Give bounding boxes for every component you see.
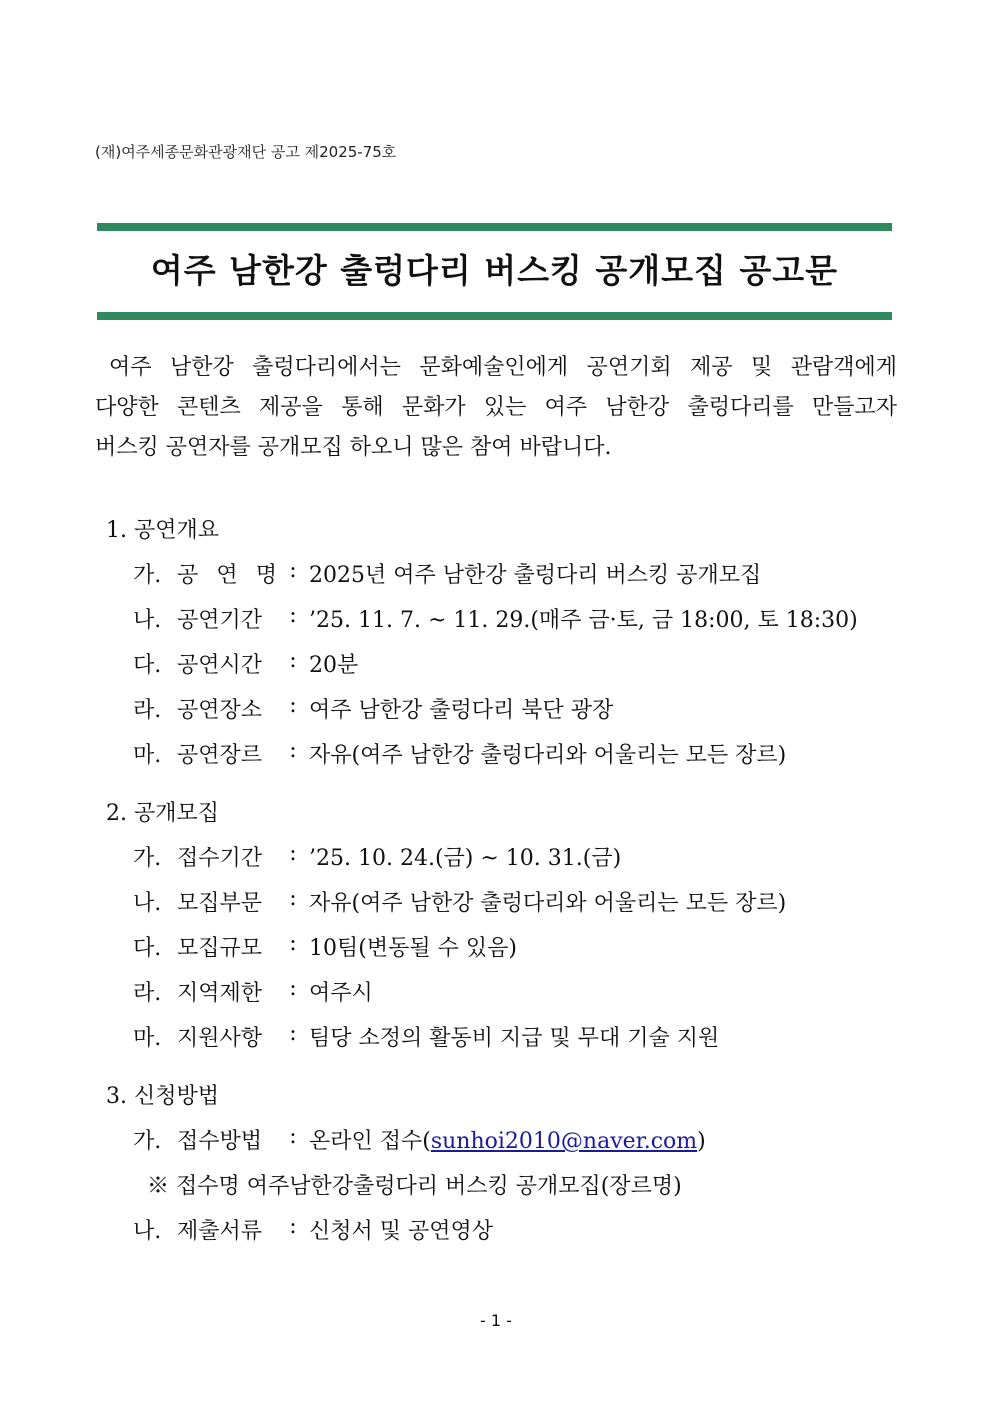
overview-item-duration [133,648,358,679]
item-label: 모집부문 [177,891,263,916]
item-marker: 다. [133,653,162,678]
item-separator: : [289,931,297,956]
item-label: 접수방법 [177,1129,263,1154]
item-marker: 다. [133,936,162,961]
item-separator: : [289,738,297,763]
apply-item-documents [133,1214,493,1245]
item-marker: 나. [133,891,162,916]
item-marker: 라. [133,698,162,723]
intro-line: 여주 남한강 출렁다리에서는 문화예술인에게 공연기회 제공 및 관람객에게 [109,355,897,380]
item-value: 신청서 및 공연영상 [309,1219,494,1244]
overview-item-period [133,603,858,634]
item-label: 지역제한 [177,981,263,1006]
item-marker: 가. [133,1129,162,1154]
item-separator: : [289,976,297,1001]
title-rule-bottom [97,312,892,320]
item-value: 20분 [309,653,359,678]
intro-line: 버스킹 공연자를 공개모집 하오니 많은 참여 바랍니다. [95,435,612,460]
method-suffix: ) [697,1129,706,1154]
item-label: 공연장르 [177,743,263,768]
item-separator: : [289,886,297,911]
item-label: 지원사항 [177,1026,263,1051]
item-marker: 나. [133,1219,162,1244]
item-separator: : [289,841,297,866]
item-value: 자유(여주 남한강 출렁다리와 어울리는 모든 장르) [309,743,787,768]
overview-item-title [133,558,761,589]
overview-item-genre [133,738,786,769]
item-value: 여주 남한강 출렁다리 북단 광장 [309,698,614,723]
recruit-item-region [133,976,373,1007]
title-rule-top [97,223,892,231]
item-value: 자유(여주 남한강 출렁다리와 어울리는 모든 장르) [309,891,787,916]
item-marker: 가. [133,563,162,588]
item-separator: : [289,603,297,628]
recruit-item-period [133,841,621,872]
item-label: 제출서류 [177,1219,263,1244]
item-marker: 나. [133,608,162,633]
item-separator: : [289,1214,297,1239]
item-separator: : [289,1124,297,1149]
item-value: 팀당 소정의 활동비 지급 및 무대 기술 지원 [309,1026,720,1051]
recruit-item-support [133,1021,719,1052]
intro-line: 다양한 콘텐츠 제공을 통해 문화가 있는 여주 남한강 출렁다리를 만들고자 [95,395,897,420]
item-marker: 마. [133,743,162,768]
section-heading-application: 3. 신청방법 [106,1084,219,1109]
item-marker: 마. [133,1026,162,1051]
item-label: 공연기간 [177,608,263,633]
section-heading-recruitment: 2. 공개모집 [106,801,219,826]
item-marker: 라. [133,981,162,1006]
title-box [97,223,892,320]
page-number: - 1 - [480,1311,512,1330]
item-separator: : [289,1021,297,1046]
item-label: 공 연 명 [177,563,277,588]
item-label: 접수기간 [177,846,263,871]
item-label: 공연장소 [177,698,263,723]
item-separator: : [289,648,297,673]
notice-number: (재)여주세종문화관광재단 공고 제2025-75호 [95,143,397,161]
item-value: 2025년 여주 남한강 출렁다리 버스킹 공개모집 [309,563,762,588]
section-heading-overview: 1. 공연개요 [106,518,219,543]
item-value: ’25. 10. 24.(금) ~ 10. 31.(금) [309,846,622,871]
item-label: 모집규모 [177,936,263,961]
item-value: ’25. 11. 7. ~ 11. 29.(매주 금·토, 금 18:00, 토 18:30) [309,608,858,633]
item-separator: : [289,558,297,583]
recruit-item-category [133,886,786,917]
overview-item-venue [133,693,613,724]
intro-paragraph [95,348,897,468]
item-value [309,1124,706,1155]
item-value: 여주시 [309,981,373,1006]
item-label: 공연시간 [177,653,263,678]
item-marker: 가. [133,846,162,871]
email-link[interactable]: sunhoi2010@naver.com [430,1129,698,1154]
item-separator: : [289,693,297,718]
apply-item-method [133,1124,706,1155]
item-value: 10팀(변동될 수 있음) [309,936,517,961]
method-prefix: 온라인 접수( [309,1129,431,1154]
recruit-item-scale [133,931,517,962]
document-title: 여주 남한강 출렁다리 버스킹 공개모집 공고문 [150,251,839,290]
apply-note: ※ 접수명 여주남한강출렁다리 버스킹 공개모집(장르명) [147,1174,682,1199]
